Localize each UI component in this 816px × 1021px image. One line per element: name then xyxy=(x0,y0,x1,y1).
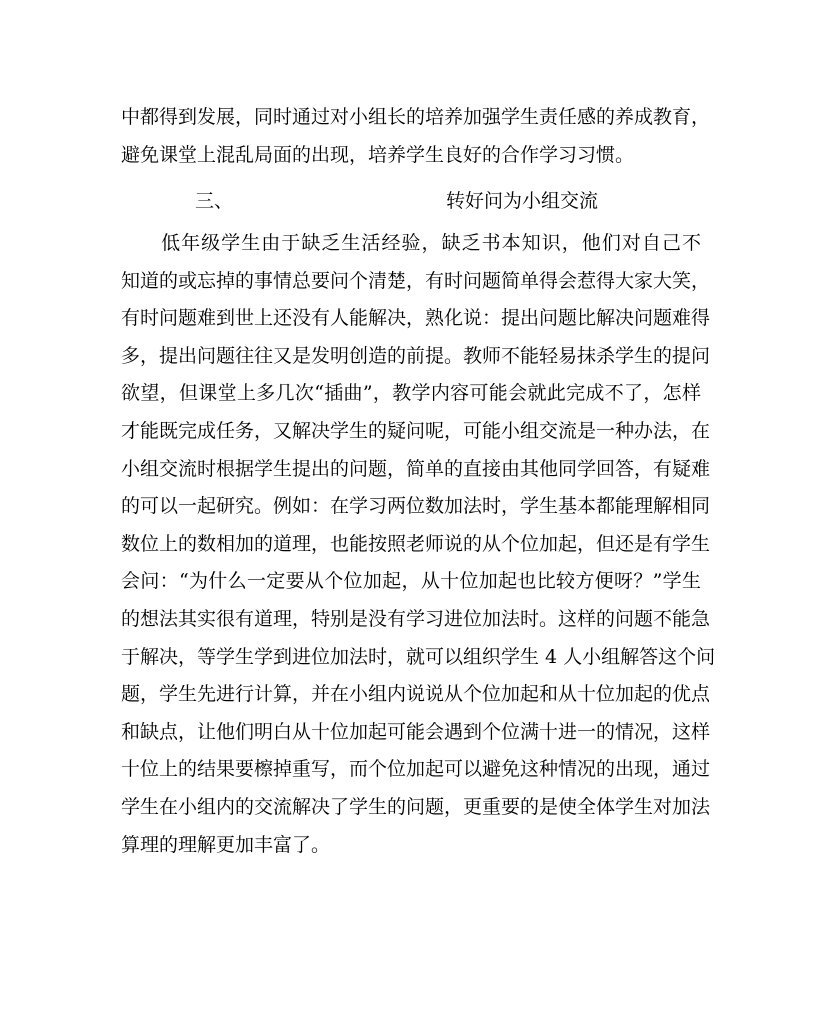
paragraph-line: 有时问题难到世上还没有人能解决，熟化说：提出问题比解决问题难得 xyxy=(121,307,711,330)
section-heading xyxy=(0,186,816,216)
paragraph-line: 会问：“为什么一定要从个位加起，从十位加起也比较方便呀？”学生 xyxy=(121,570,701,593)
paragraph-line: 于解决，等学生学到进位加法时，就可以组织学生 4 人小组解答这个问 xyxy=(121,645,716,668)
paragraph-line: 题，学生先进行计算，并在小组内说说从个位加起和从十位加起的优点 xyxy=(121,683,711,706)
paragraph-line: 避免课堂上混乱局面的出现，培养学生良好的合作学习习惯。 xyxy=(121,143,635,166)
paragraph-line: 小组交流时根据学生提出的问题，简单的直接由其他同学回答，有疑难 xyxy=(121,457,711,480)
paragraph-line: 算理的理解更加丰富了。 xyxy=(121,833,331,856)
paragraph-line: 低年级学生由于缺乏生活经验，缺乏书本知识，他们对自己不 xyxy=(121,232,701,254)
paragraph-line: 十位上的结果要檫掉重写，而个位加起可以避免这种情况的出现，通过 xyxy=(121,758,711,781)
paragraph-line: 和缺点，让他们明白从十位加起可能会遇到个位满十进一的情况，这样 xyxy=(121,720,711,743)
intro-paragraph xyxy=(121,99,711,174)
paragraph-line: 多，提出问题往往又是发明创造的前提。教师不能轻易抹杀学生的提问 xyxy=(121,344,711,367)
paragraph-line: 中都得到发展，同时通过对小组长的培养加强学生责任感的养成教育， xyxy=(121,106,711,128)
paragraph-line: 欲望，但课堂上多几次“插曲”，教学内容可能会就此完成不了，怎样 xyxy=(121,382,701,405)
paragraph-line: 知道的或忘掉的事情总要问个清楚，有时问题简单得会惹得大家大笑， xyxy=(121,269,711,292)
section-number: 三、 xyxy=(195,190,234,212)
paragraph-line: 的可以一起研究。例如：在学习两位数加法时，学生基本都能理解相同 xyxy=(121,495,711,518)
paragraph-line: 才能既完成任务，又解决学生的疑问呢，可能小组交流是一种办法，在 xyxy=(121,419,711,442)
paragraph-line: 学生在小组内的交流解决了学生的问题，更重要的是使全体学生对加法 xyxy=(121,795,711,818)
section-title: 转好问为小组交流 xyxy=(446,190,599,212)
paragraph-line: 数位上的数相加的道理，也能按照老师说的从个位加起，但还是有学生 xyxy=(121,532,711,555)
body-paragraph xyxy=(121,225,716,864)
paragraph-line: 的想法其实很有道理，特别是没有学习进位加法时。这样的问题不能急 xyxy=(121,607,711,630)
